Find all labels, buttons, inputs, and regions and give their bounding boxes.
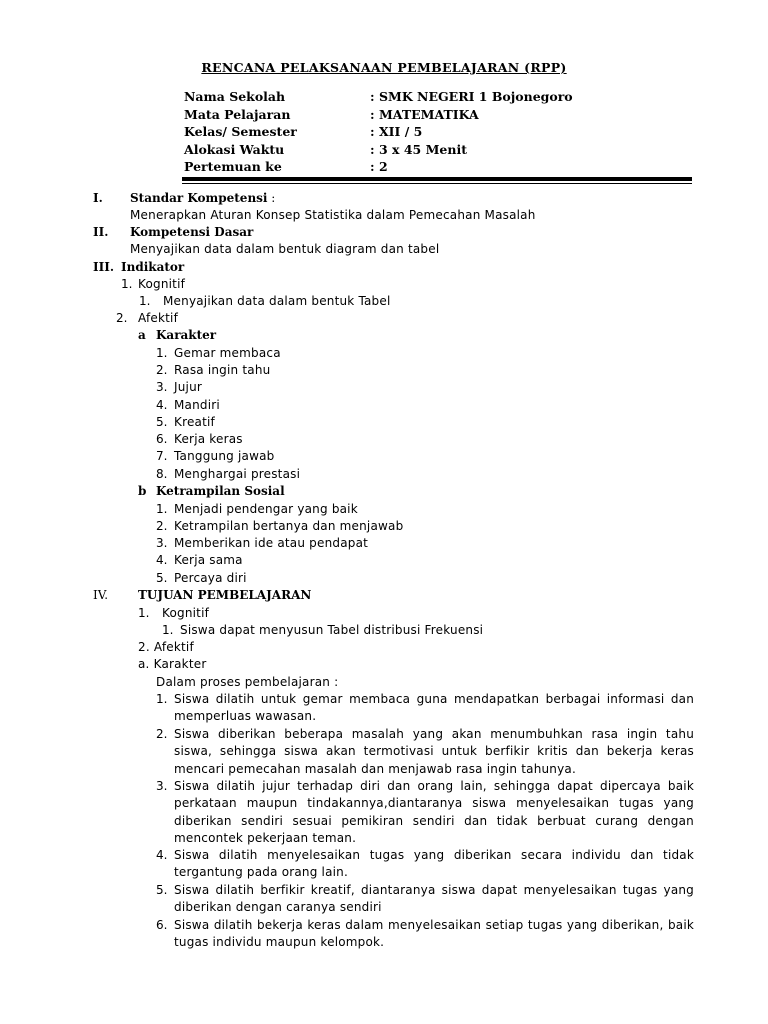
info-value: : 3 x 45 Menit bbox=[370, 141, 467, 157]
list-item: Ketrampilan bertanya dan menjawab bbox=[174, 519, 404, 533]
list-paragraph: Siswa dilatih jujur terhadap diri dan orang lain, sehingga dapat dipercaya baik perkataan maupun tindakannya,diantaranya siswa menyelesaikan tugas yang diberikan sendiri sesuai pemikiran sendiri dan tidak berbuat curang dengan mencontek pekerjaan teman. bbox=[174, 779, 694, 846]
info-row-time bbox=[184, 141, 573, 159]
list-number: 4. bbox=[156, 553, 168, 567]
list-item: Menghargai prestasi bbox=[174, 467, 301, 481]
list-number: 1. bbox=[156, 502, 168, 516]
list-item: Mandiri bbox=[174, 398, 220, 412]
list-number: 5. bbox=[156, 571, 168, 585]
list-number: 1. bbox=[139, 294, 151, 308]
info-label: Pertemuan ke bbox=[184, 159, 282, 174]
list-number: 6. bbox=[156, 918, 168, 932]
info-row-meeting bbox=[184, 158, 573, 176]
list-number: 2. bbox=[156, 519, 168, 533]
list-item: Afektif bbox=[138, 311, 179, 325]
subsection-title: Karakter bbox=[156, 328, 217, 342]
list-item: Percaya diri bbox=[174, 571, 247, 585]
section-heading bbox=[130, 190, 275, 207]
section-number: II. bbox=[93, 225, 109, 239]
info-value: : SMK NEGERI 1 Bojonegoro bbox=[370, 89, 573, 104]
paragraph-intro: Dalam proses pembelajaran : bbox=[156, 675, 339, 689]
header-divider-thick bbox=[182, 177, 692, 181]
section-number: I. bbox=[93, 191, 103, 205]
info-label: Nama Sekolah bbox=[184, 89, 286, 104]
section-body: Menerapkan Aturan Konsep Statistika dalam Pemecahan Masalah bbox=[130, 208, 536, 222]
list-item: Kreatif bbox=[174, 415, 215, 429]
list-item: a. Karakter bbox=[138, 657, 207, 671]
list-number: 7. bbox=[156, 449, 168, 463]
list-item: Menjadi pendengar yang baik bbox=[174, 502, 358, 516]
list-number: 2. bbox=[156, 363, 168, 377]
list-number: 3. bbox=[156, 380, 168, 394]
list-number: 5. bbox=[156, 415, 168, 429]
list-number: 1. bbox=[121, 277, 133, 291]
list-item: Gemar membaca bbox=[174, 346, 281, 360]
list-paragraph: Siswa dilatih bekerja keras dalam menyelesaikan setiap tugas yang diberikan, baik tugas individu maupun kelompok. bbox=[174, 918, 694, 950]
info-value: : MATEMATIKA bbox=[370, 106, 479, 122]
list-paragraph: Siswa dilatih menyelesaikan tugas yang diberikan secara individu dan tidak tergantung pada orang lain. bbox=[174, 848, 694, 880]
document-title: RENCANA PELAKSANAAN PEMBELAJARAN (RPP) bbox=[201, 60, 567, 75]
list-letter: a bbox=[138, 328, 146, 342]
list-number: 2. bbox=[156, 727, 168, 741]
info-value: : XII / 5 bbox=[370, 124, 423, 139]
list-item: Menyajikan data dalam bentuk Tabel bbox=[163, 294, 391, 308]
section-body: Menyajikan data dalam bentuk diagram dan tabel bbox=[130, 242, 440, 256]
list-item: Jujur bbox=[174, 380, 203, 394]
list-item: Siswa dapat menyusun Tabel distribusi Frekuensi bbox=[180, 623, 484, 637]
list-paragraph: Siswa dilatih untuk gemar membaca guna mendapatkan berbagai informasi dan memperluas wawasan. bbox=[174, 692, 694, 724]
header-divider-thin bbox=[182, 183, 692, 184]
list-item: Kognitif bbox=[138, 277, 186, 291]
list-item: Tanggung jawab bbox=[174, 449, 275, 463]
list-item: Kognitif bbox=[162, 606, 210, 620]
info-row-subject bbox=[184, 106, 573, 124]
list-item: 2. Afektif bbox=[138, 640, 194, 654]
list-paragraph: Siswa dilatih berfikir kreatif, diantaranya siswa dapat menyelesaikan tugas yang diberikan dengan caranya sendiri bbox=[174, 883, 694, 915]
section-title: TUJUAN PEMBELAJARAN bbox=[138, 588, 312, 602]
list-item: Memberikan ide atau pendapat bbox=[174, 536, 369, 550]
list-number: 3. bbox=[156, 779, 168, 793]
list-item: Rasa ingin tahu bbox=[174, 363, 271, 377]
list-paragraph: Siswa diberikan beberapa masalah yang akan menumbuhkan rasa ingin tahu siswa, sehingga siswa akan termotivasi untuk berfikir kritis dan bekerja keras mencari pemecahan masalah dan menjawab rasa ingin tahunya. bbox=[174, 727, 694, 776]
info-row-class bbox=[184, 123, 573, 141]
list-number: 2. bbox=[116, 311, 128, 325]
list-number: 1. bbox=[138, 606, 150, 620]
subsection-title: Ketrampilan Sosial bbox=[156, 484, 285, 498]
list-letter: b bbox=[138, 484, 147, 498]
section-number: IV. bbox=[93, 588, 109, 602]
section-title: Indikator bbox=[121, 260, 185, 274]
list-number: 5. bbox=[156, 883, 168, 897]
info-label: Mata Pelajaran bbox=[184, 106, 291, 122]
list-number: 1. bbox=[156, 346, 168, 360]
section-title: Kompetensi Dasar bbox=[130, 225, 254, 239]
list-number: 6. bbox=[156, 432, 168, 446]
list-number: 1. bbox=[156, 692, 168, 706]
list-item: Kerja keras bbox=[174, 432, 243, 446]
info-label: Alokasi Waktu bbox=[184, 141, 285, 157]
list-number: 1. bbox=[162, 623, 174, 637]
info-value: : 2 bbox=[370, 159, 388, 174]
list-number: 4. bbox=[156, 398, 168, 412]
section-title: Standar Kompetensi bbox=[130, 191, 268, 205]
list-number: 8. bbox=[156, 467, 168, 481]
list-item: Kerja sama bbox=[174, 553, 243, 567]
identity-block bbox=[184, 88, 573, 176]
info-label: Kelas/ Semester bbox=[184, 124, 297, 139]
section-title-suffix: : bbox=[267, 191, 276, 205]
section-number: III. bbox=[93, 260, 115, 274]
list-number: 4. bbox=[156, 848, 168, 862]
info-row-school bbox=[184, 88, 573, 106]
list-number: 3. bbox=[156, 536, 168, 550]
